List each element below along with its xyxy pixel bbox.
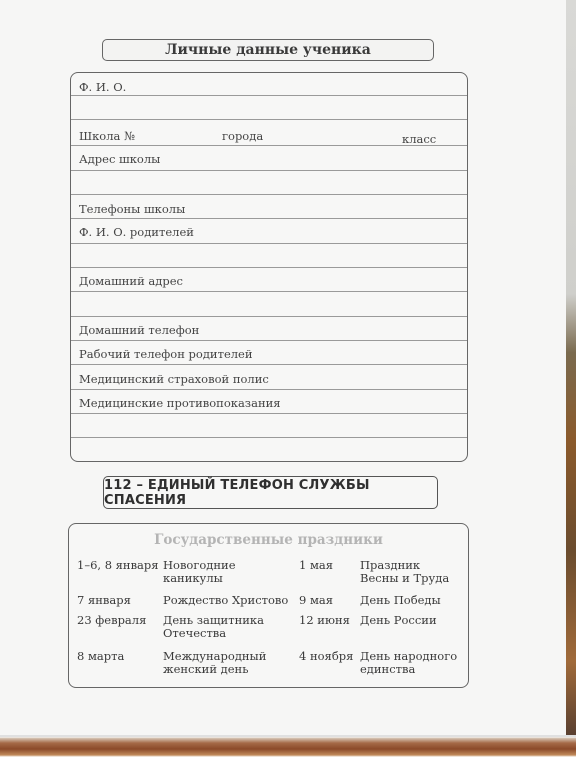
holiday-name: Международный женский день xyxy=(163,649,267,676)
class-label: класс xyxy=(402,132,437,146)
form-line[interactable] xyxy=(71,119,467,120)
home-address-label: Домашний адрес xyxy=(79,274,183,288)
holiday-name: Праздник Весны и Труда xyxy=(360,558,450,585)
form-line[interactable] xyxy=(71,194,467,195)
form-line[interactable] xyxy=(71,389,467,390)
city-label: города xyxy=(222,129,264,143)
school-phones-label: Телефоны школы xyxy=(79,202,186,216)
student-data-form xyxy=(70,72,468,462)
home-phone-label: Домашний телефон xyxy=(79,323,200,337)
book-bottom-edge xyxy=(0,735,576,768)
book-cover-edge xyxy=(566,0,576,735)
form-line[interactable] xyxy=(71,218,467,219)
school-number-label: Школа № xyxy=(79,129,135,143)
holiday-date: 8 марта xyxy=(77,649,125,663)
school-address-label: Адрес школы xyxy=(79,152,161,166)
holiday-name: Новогодние каникулы xyxy=(163,558,236,585)
holiday-date: 4 ноября xyxy=(299,649,354,663)
form-line[interactable] xyxy=(71,291,467,292)
holiday-date: 1 мая xyxy=(299,558,334,572)
holiday-name: Рождество Христово xyxy=(163,593,289,607)
holiday-date: 7 января xyxy=(77,593,131,607)
form-line[interactable] xyxy=(71,364,467,365)
form-line[interactable] xyxy=(71,243,467,244)
fio-label: Ф. И. О. xyxy=(79,80,127,94)
holiday-date: 1–6, 8 января xyxy=(77,558,159,572)
insurance-policy-label: Медицинский страховой полис xyxy=(79,372,269,386)
parents-fio-label: Ф. И. О. родителей xyxy=(79,225,194,239)
form-line[interactable] xyxy=(71,170,467,171)
page-title: Личные данные ученика xyxy=(102,39,434,61)
holidays-box xyxy=(68,523,469,688)
holidays-title: Государственные праздники xyxy=(154,532,383,548)
emergency-phone-banner: 112 – ЕДИНЫЙ ТЕЛЕФОН СЛУЖБЫ СПАСЕНИЯ xyxy=(103,476,438,509)
holiday-date: 9 мая xyxy=(299,593,334,607)
holiday-name: День Победы xyxy=(360,593,441,607)
form-line[interactable] xyxy=(71,95,467,96)
form-line[interactable] xyxy=(71,437,467,438)
page-edge-line xyxy=(0,735,576,737)
form-line[interactable] xyxy=(71,340,467,341)
holiday-name: День России xyxy=(360,613,437,627)
form-line[interactable] xyxy=(71,267,467,268)
parents-work-phone-label: Рабочий телефон родителей xyxy=(79,347,253,361)
holiday-name: День защитника Отечества xyxy=(163,613,264,640)
contraindications-label: Медицинские противопоказания xyxy=(79,396,281,410)
form-line[interactable] xyxy=(71,413,467,414)
form-line[interactable] xyxy=(71,316,467,317)
holiday-date: 23 февраля xyxy=(77,613,147,627)
holiday-date: 12 июня xyxy=(299,613,350,627)
holiday-name: День народного единства xyxy=(360,649,458,676)
